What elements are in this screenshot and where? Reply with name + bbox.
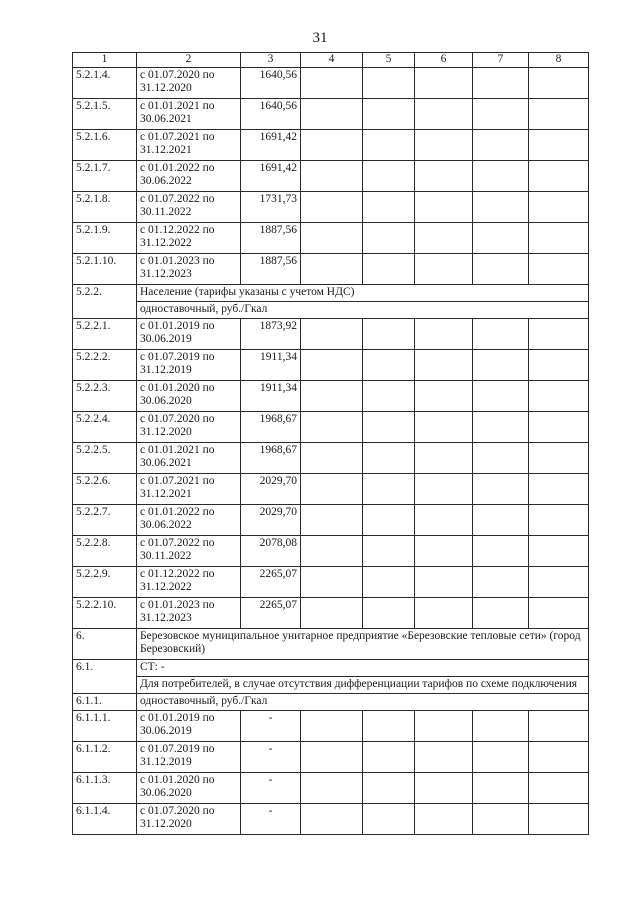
empty-cell [473,99,529,130]
empty-cell [473,68,529,99]
empty-cell [473,711,529,742]
row-value: 1968,67 [241,412,301,443]
empty-cell [529,474,589,505]
row-code: 6.1.1.1. [73,711,137,742]
row-period: с 01.01.2020 по 30.06.2020 [137,381,241,412]
empty-cell [363,474,415,505]
row-period: с 01.01.2021 по 30.06.2021 [137,99,241,130]
section-subtitle: одноставочный, руб./Гкал [137,302,589,319]
empty-cell [529,99,589,130]
table-body [73,68,589,835]
table-row [73,474,589,505]
empty-cell [529,804,589,835]
empty-cell [415,443,473,474]
row-period: с 01.07.2022 по 30.11.2022 [137,192,241,223]
empty-cell [473,381,529,412]
empty-cell [301,254,363,285]
row-code: 5.2.2.4. [73,412,137,443]
section-subtitle: Для потребителей, в случае отсутствия дифференциации тарифов по схеме подключения [137,677,589,694]
empty-cell [363,223,415,254]
empty-cell [301,536,363,567]
empty-cell [301,161,363,192]
table-row [73,254,589,285]
header-row [73,53,589,68]
row-code: 5.2.2.8. [73,536,137,567]
row-period: с 01.07.2019 по 31.12.2019 [137,742,241,773]
empty-cell [415,773,473,804]
empty-cell [301,319,363,350]
column-header-7: 7 [473,53,529,68]
row-code: 6.1.1.4. [73,804,137,835]
row-period: с 01.07.2021 по 31.12.2021 [137,474,241,505]
table-row [73,381,589,412]
row-value: 1911,34 [241,381,301,412]
empty-cell [529,567,589,598]
empty-cell [529,68,589,99]
empty-cell [473,130,529,161]
section-title: Население (тарифы указаны с учетом НДС) [137,285,589,302]
empty-cell [529,192,589,223]
empty-cell [529,412,589,443]
empty-cell [473,505,529,536]
table-row [73,161,589,192]
row-value: 1887,56 [241,254,301,285]
section-title: Березовское муниципальное унитарное предприятие «Березовские тепловые сети» (город Березовский) [137,629,589,660]
empty-cell [363,536,415,567]
empty-cell [301,474,363,505]
row-code: 5.2.2.2. [73,350,137,381]
empty-cell [473,773,529,804]
row-code: 5.2.1.9. [73,223,137,254]
empty-cell [415,99,473,130]
section-row [73,694,589,711]
row-code: 5.2.1.4. [73,68,137,99]
row-code: 5.2.1.5. [73,99,137,130]
empty-cell [363,381,415,412]
row-code: 5.2.2.10. [73,598,137,629]
empty-cell [415,598,473,629]
row-period: с 01.07.2022 по 30.11.2022 [137,536,241,567]
empty-cell [415,567,473,598]
table-row [73,130,589,161]
column-header-1: 1 [73,53,137,68]
row-code: 5.2.1.6. [73,130,137,161]
row-period: с 01.07.2020 по 31.12.2020 [137,68,241,99]
row-code: 5.2.1.7. [73,161,137,192]
empty-cell [529,536,589,567]
empty-cell [415,192,473,223]
empty-cell [415,474,473,505]
empty-cell [415,350,473,381]
row-period: с 01.01.2023 по 31.12.2023 [137,254,241,285]
empty-cell [473,412,529,443]
empty-cell [363,319,415,350]
column-header-3: 3 [241,53,301,68]
empty-cell [473,443,529,474]
empty-cell [529,742,589,773]
empty-cell [363,804,415,835]
row-code: 5.2.1.10. [73,254,137,285]
empty-cell [363,505,415,536]
empty-cell [301,567,363,598]
row-code: 6.1.1.2. [73,742,137,773]
table-row [73,711,589,742]
empty-cell [415,223,473,254]
empty-cell [363,742,415,773]
row-value: 1968,67 [241,443,301,474]
row-code: 5.2.2.5. [73,443,137,474]
empty-cell [415,804,473,835]
table-row [73,773,589,804]
empty-cell [363,443,415,474]
empty-cell [415,161,473,192]
row-value: 1691,42 [241,161,301,192]
section-row [73,285,589,302]
empty-cell [529,505,589,536]
empty-cell [363,130,415,161]
empty-cell [301,742,363,773]
row-code: 6.1.1.3. [73,773,137,804]
table-row [73,567,589,598]
row-value: 1640,56 [241,68,301,99]
column-header-5: 5 [363,53,415,68]
empty-cell [301,99,363,130]
row-period: с 01.01.2023 по 31.12.2023 [137,598,241,629]
empty-cell [363,68,415,99]
table-row [73,319,589,350]
empty-cell [415,381,473,412]
empty-cell [301,505,363,536]
empty-cell [415,742,473,773]
row-value: 2265,07 [241,567,301,598]
row-code: 6. [73,629,137,660]
empty-cell [415,412,473,443]
row-period: с 01.12.2022 по 31.12.2022 [137,567,241,598]
section-subrow [73,302,589,319]
row-period: с 01.01.2019 по 30.06.2019 [137,319,241,350]
empty-cell [473,319,529,350]
row-period: с 01.07.2020 по 31.12.2020 [137,804,241,835]
empty-cell [529,598,589,629]
row-code: 5.2.2.7. [73,505,137,536]
row-value: - [241,773,301,804]
row-value: 1731,73 [241,192,301,223]
empty-cell [301,443,363,474]
table-row [73,804,589,835]
row-period: с 01.07.2020 по 31.12.2020 [137,412,241,443]
section-subrow [73,677,589,694]
empty-cell [363,99,415,130]
empty-cell [415,319,473,350]
empty-cell [363,711,415,742]
table-row [73,536,589,567]
row-value: 1640,56 [241,99,301,130]
row-code: 6.1. [73,660,137,694]
table-row [73,505,589,536]
empty-cell [473,742,529,773]
column-header-8: 8 [529,53,589,68]
empty-cell [529,443,589,474]
empty-cell [529,254,589,285]
row-period: с 01.01.2020 по 30.06.2020 [137,773,241,804]
section-row [73,629,589,660]
empty-cell [415,254,473,285]
empty-cell [529,711,589,742]
table-row [73,598,589,629]
row-value: - [241,742,301,773]
empty-cell [301,773,363,804]
table-row [73,443,589,474]
empty-cell [529,319,589,350]
row-value: 1873,92 [241,319,301,350]
empty-cell [301,381,363,412]
page-number: 31 [312,30,328,46]
empty-cell [415,130,473,161]
empty-cell [301,130,363,161]
row-code: 5.2.2.1. [73,319,137,350]
row-code: 5.2.2.9. [73,567,137,598]
tariff-table [72,52,589,835]
empty-cell [301,598,363,629]
row-value: 1911,34 [241,350,301,381]
table-row [73,99,589,130]
row-value: 1887,56 [241,223,301,254]
empty-cell [363,350,415,381]
empty-cell [473,254,529,285]
empty-cell [363,773,415,804]
row-value: 2029,70 [241,474,301,505]
table-row [73,742,589,773]
row-value: - [241,804,301,835]
table-row [73,223,589,254]
empty-cell [529,161,589,192]
row-code: 5.2.1.8. [73,192,137,223]
row-value: 2078,08 [241,536,301,567]
section-row [73,660,589,677]
table-row [73,412,589,443]
empty-cell [363,567,415,598]
column-header-4: 4 [301,53,363,68]
empty-cell [473,598,529,629]
row-code: 6.1.1. [73,694,137,711]
empty-cell [363,598,415,629]
empty-cell [301,223,363,254]
row-period: с 01.01.2019 по 30.06.2019 [137,711,241,742]
column-header-2: 2 [137,53,241,68]
empty-cell [363,412,415,443]
empty-cell [473,192,529,223]
row-value: - [241,711,301,742]
row-value: 1691,42 [241,130,301,161]
empty-cell [473,223,529,254]
empty-cell [473,350,529,381]
row-period: с 01.07.2019 по 31.12.2019 [137,350,241,381]
table-row [73,192,589,223]
empty-cell [473,804,529,835]
empty-cell [473,567,529,598]
empty-cell [301,412,363,443]
empty-cell [415,505,473,536]
section-title: одноставочный, руб./Гкал [137,694,589,711]
empty-cell [529,381,589,412]
empty-cell [529,130,589,161]
empty-cell [363,161,415,192]
empty-cell [529,773,589,804]
empty-cell [529,223,589,254]
empty-cell [415,536,473,567]
section-title: СТ: - [137,660,589,677]
row-period: с 01.01.2021 по 30.06.2021 [137,443,241,474]
empty-cell [301,68,363,99]
empty-cell [363,192,415,223]
row-code: 5.2.2.6. [73,474,137,505]
empty-cell [363,254,415,285]
row-value: 2265,07 [241,598,301,629]
row-period: с 01.07.2021 по 31.12.2021 [137,130,241,161]
row-code: 5.2.2.3. [73,381,137,412]
empty-cell [473,474,529,505]
empty-cell [415,68,473,99]
column-header-6: 6 [415,53,473,68]
row-period: с 01.12.2022 по 31.12.2022 [137,223,241,254]
row-value: 2029,70 [241,505,301,536]
empty-cell [301,711,363,742]
empty-cell [301,192,363,223]
table-row [73,350,589,381]
row-period: с 01.01.2022 по 30.06.2022 [137,505,241,536]
table-row [73,68,589,99]
empty-cell [415,711,473,742]
empty-cell [301,804,363,835]
empty-cell [529,350,589,381]
row-period: с 01.01.2022 по 30.06.2022 [137,161,241,192]
row-code: 5.2.2. [73,285,137,319]
empty-cell [473,161,529,192]
empty-cell [301,350,363,381]
empty-cell [473,536,529,567]
